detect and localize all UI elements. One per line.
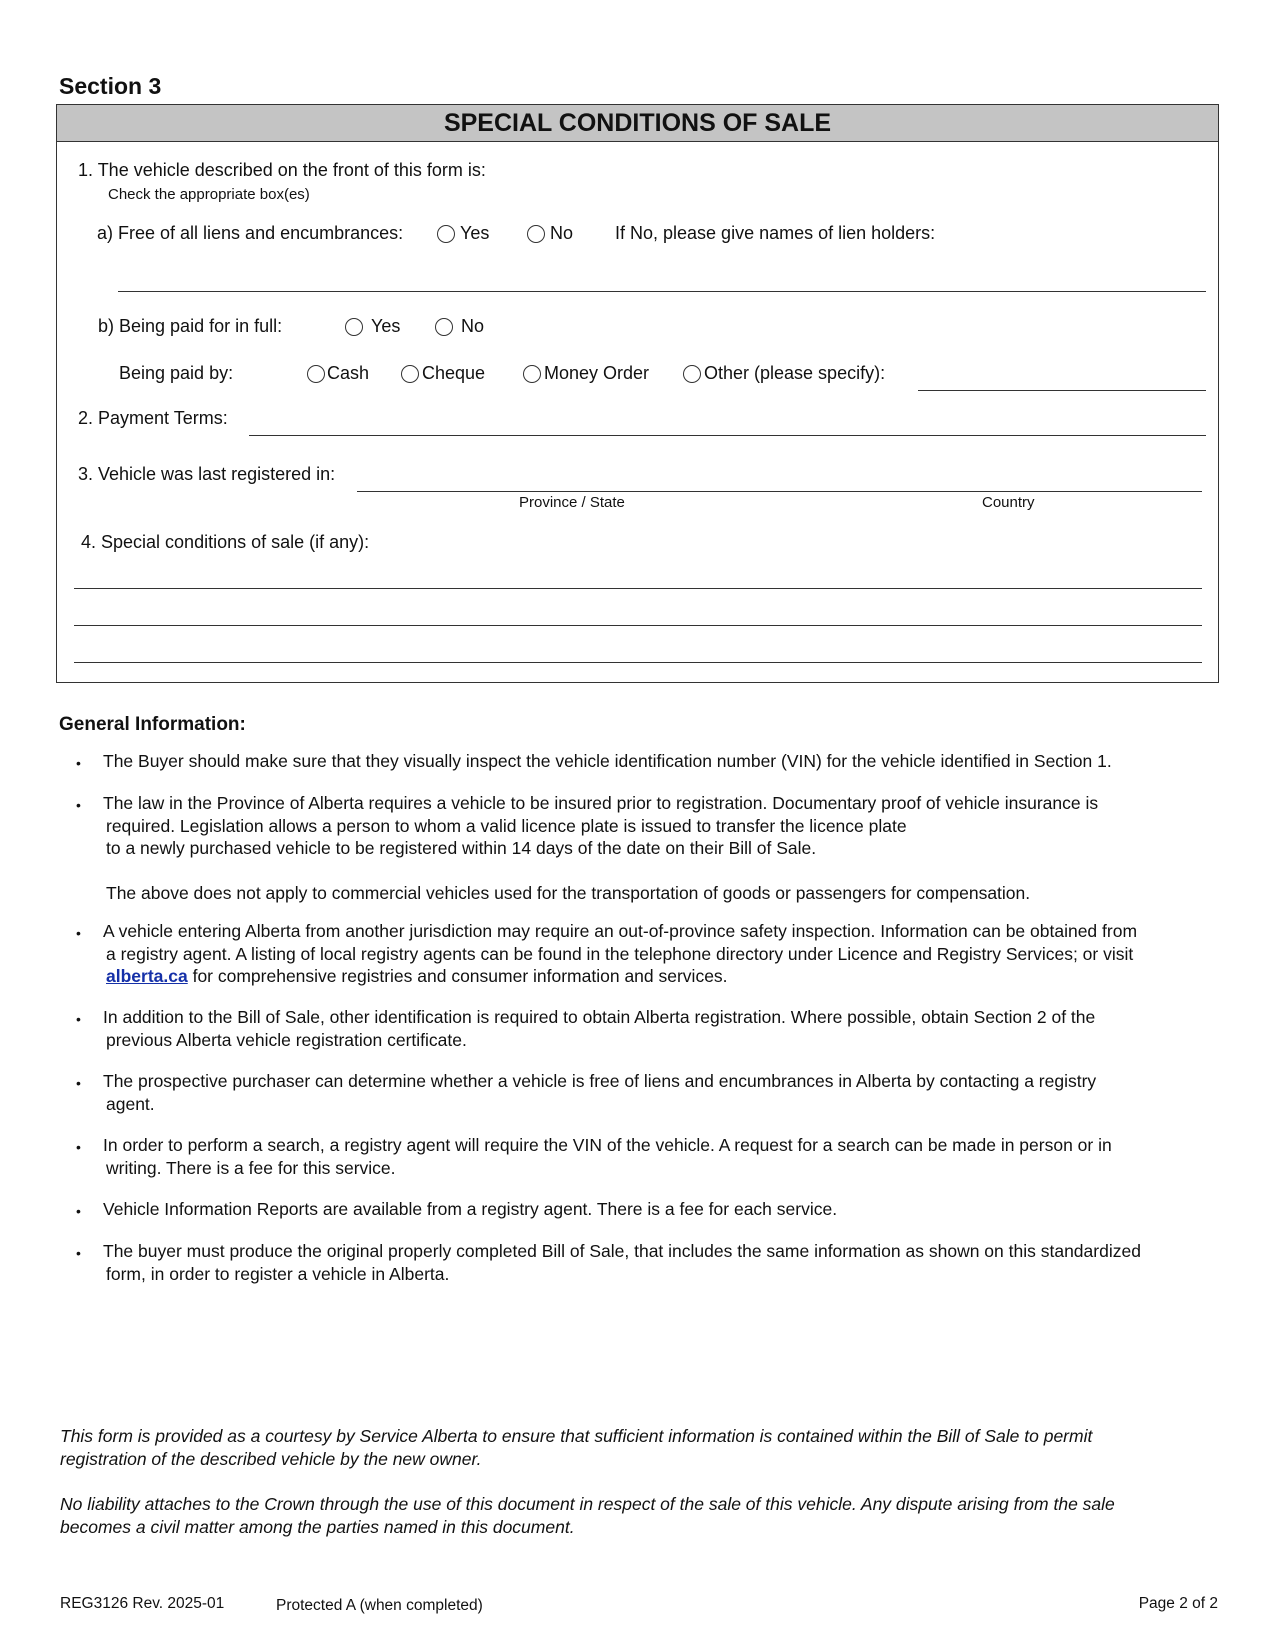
protected-label: Protected A (when completed) (276, 1597, 483, 1614)
bullet-dot: • (76, 797, 81, 813)
bullet-3-line-3: for comprehensive registries and consumer information and services. (187, 966, 728, 986)
bullet-4-line-1: In addition to the Bill of Sale, other identification is required to obtain Alberta registration. Where possible, obtain Section 2 of the (103, 1007, 1096, 1027)
bullet-6-line-2: writing. There is a fee for this service. (106, 1157, 396, 1178)
bullet-dot: • (76, 925, 81, 941)
disclaimer-2-line-1: No liability attaches to the Crown through the use of this document in respect of the sale of this vehicle. Any dispute arising from the sale (60, 1494, 1115, 1514)
box-header: SPECIAL CONDITIONS OF SALE (57, 105, 1218, 142)
q1b-no-radio[interactable] (435, 318, 453, 336)
alberta-link[interactable]: alberta.ca (106, 966, 188, 986)
general-bullet-8 (103, 1240, 1273, 1285)
bullet-2-line-2: required. Legislation allows a person to whom a valid licence plate is issued to transfer the licence plate (106, 815, 907, 836)
bullet-2-line-1: The law in the Province of Alberta requires a vehicle to be insured prior to registration. Documentary proof of vehicle insurance is (103, 793, 1099, 813)
q1a-no-radio[interactable] (527, 225, 545, 243)
general-bullet-5 (103, 1070, 1273, 1115)
bullet-8-line-1: The buyer must produce the original properly completed Bill of Sale, that includes the same information as shown on this standardized (103, 1241, 1141, 1261)
q1b-label: b) Being paid for in full: (98, 316, 283, 336)
other-label: Other (please specify): (704, 363, 886, 383)
lien-holders-prompt: If No, please give names of lien holders: (615, 223, 936, 243)
disclaimer-1-line-2: registration of the described vehicle by the new owner. (60, 1448, 482, 1469)
bullet-3-line-2: a registry agent. A listing of local registry agents can be found in the telephone directory under Licence and Registry Services; or visit (106, 943, 1134, 964)
disclaimer-2-line-2: becomes a civil matter among the parties named in this document. (60, 1516, 575, 1537)
special-conditions-line-2[interactable] (74, 625, 1202, 626)
bullet-dot: • (76, 755, 81, 771)
country-caption: Country (982, 494, 1035, 511)
bullet-8-line-2: form, in order to register a vehicle in Alberta. (106, 1263, 450, 1284)
cheque-label: Cheque (422, 363, 486, 383)
bullet-dot: • (76, 1011, 81, 1027)
bullet-2-line-3: to a newly purchased vehicle to be registered within 14 days of the date on their Bill of Sale. (106, 838, 817, 858)
bullet-7-text: Vehicle Information Reports are available from a registry agent. There is a fee for each service. (103, 1199, 838, 1219)
general-bullet-7 (103, 1198, 1273, 1221)
money-order-radio[interactable] (523, 365, 541, 383)
q1a-yes-radio[interactable] (437, 225, 455, 243)
bullet-dot: • (76, 1203, 81, 1219)
q1b-yes-label: Yes (371, 316, 401, 336)
q4-label: 4. Special conditions of sale (if any): (81, 532, 370, 552)
general-bullet-1 (103, 750, 1273, 773)
other-specify-field[interactable] (918, 390, 1206, 391)
q1a-yes-label: Yes (460, 223, 490, 243)
general-info-title: General Information: (59, 714, 246, 735)
special-conditions-line-3[interactable] (74, 662, 1202, 663)
general-bullet-4 (103, 1006, 1273, 1051)
q1b-yes-radio[interactable] (345, 318, 363, 336)
q1-hint: Check the appropriate box(es) (108, 186, 310, 203)
q1a-label: a) Free of all liens and encumbrances: (97, 223, 404, 243)
other-radio[interactable] (683, 365, 701, 383)
bullet-1-text: The Buyer should make sure that they visually inspect the vehicle identification number (VIN) for the vehicle identified in Section 1. (103, 751, 1112, 771)
section-label: Section 3 (59, 73, 162, 99)
q2-label: 2. Payment Terms: (78, 408, 228, 428)
bullet-dot: • (76, 1245, 81, 1261)
disclaimer-paragraph-1 (60, 1425, 1230, 1470)
money-order-label: Money Order (544, 363, 650, 383)
bullet-6-line-1: In order to perform a search, a registry agent will require the VIN of the vehicle. A request for a search can be made in person or in (103, 1135, 1112, 1155)
q1-label: 1. The vehicle described on the front of this form is: (78, 160, 486, 180)
bullet-5-line-2: agent. (106, 1093, 155, 1114)
bullet-3-line-1: A vehicle entering Alberta from another jurisdiction may require an out-of-province safety inspection. Information can be obtained from (103, 921, 1138, 941)
paid-by-label: Being paid by: (119, 363, 234, 383)
special-conditions-line-1[interactable] (74, 588, 1202, 589)
cheque-radio[interactable] (401, 365, 419, 383)
bullet-dot: • (76, 1075, 81, 1091)
general-bullet-3 (103, 920, 1273, 988)
general-bullet-6 (103, 1134, 1273, 1179)
q3-label: 3. Vehicle was last registered in: (78, 464, 336, 484)
page-number: Page 2 of 2 (1138, 1595, 1218, 1612)
lien-holders-field[interactable] (118, 291, 1206, 292)
bullet-4-line-2: previous Alberta vehicle registration certificate. (106, 1029, 467, 1050)
general-bullet-2 (103, 792, 1273, 904)
disclaimer-1-line-1: This form is provided as a courtesy by Service Alberta to ensure that sufficient information is contained within the Bill of Sale to permit (60, 1426, 1093, 1446)
disclaimer-paragraph-2 (60, 1493, 1230, 1538)
payment-terms-field[interactable] (249, 435, 1206, 436)
cash-label: Cash (327, 363, 370, 383)
bullet-2-note: The above does not apply to commercial vehicles used for the transportation of goods or passengers for compensation. (106, 882, 1031, 903)
last-registered-field[interactable] (357, 491, 1202, 492)
q1b-no-label: No (461, 316, 485, 336)
bullet-5-line-1: The prospective purchaser can determine whether a vehicle is free of liens and encumbrances in Alberta by contacting a registry (103, 1071, 1097, 1091)
form-id: REG3126 Rev. 2025-01 (60, 1595, 225, 1612)
bullet-dot: • (76, 1139, 81, 1155)
province-state-caption: Province / State (519, 494, 625, 511)
cash-radio[interactable] (307, 365, 325, 383)
special-conditions-box (56, 104, 1219, 683)
q1a-no-label: No (550, 223, 574, 243)
